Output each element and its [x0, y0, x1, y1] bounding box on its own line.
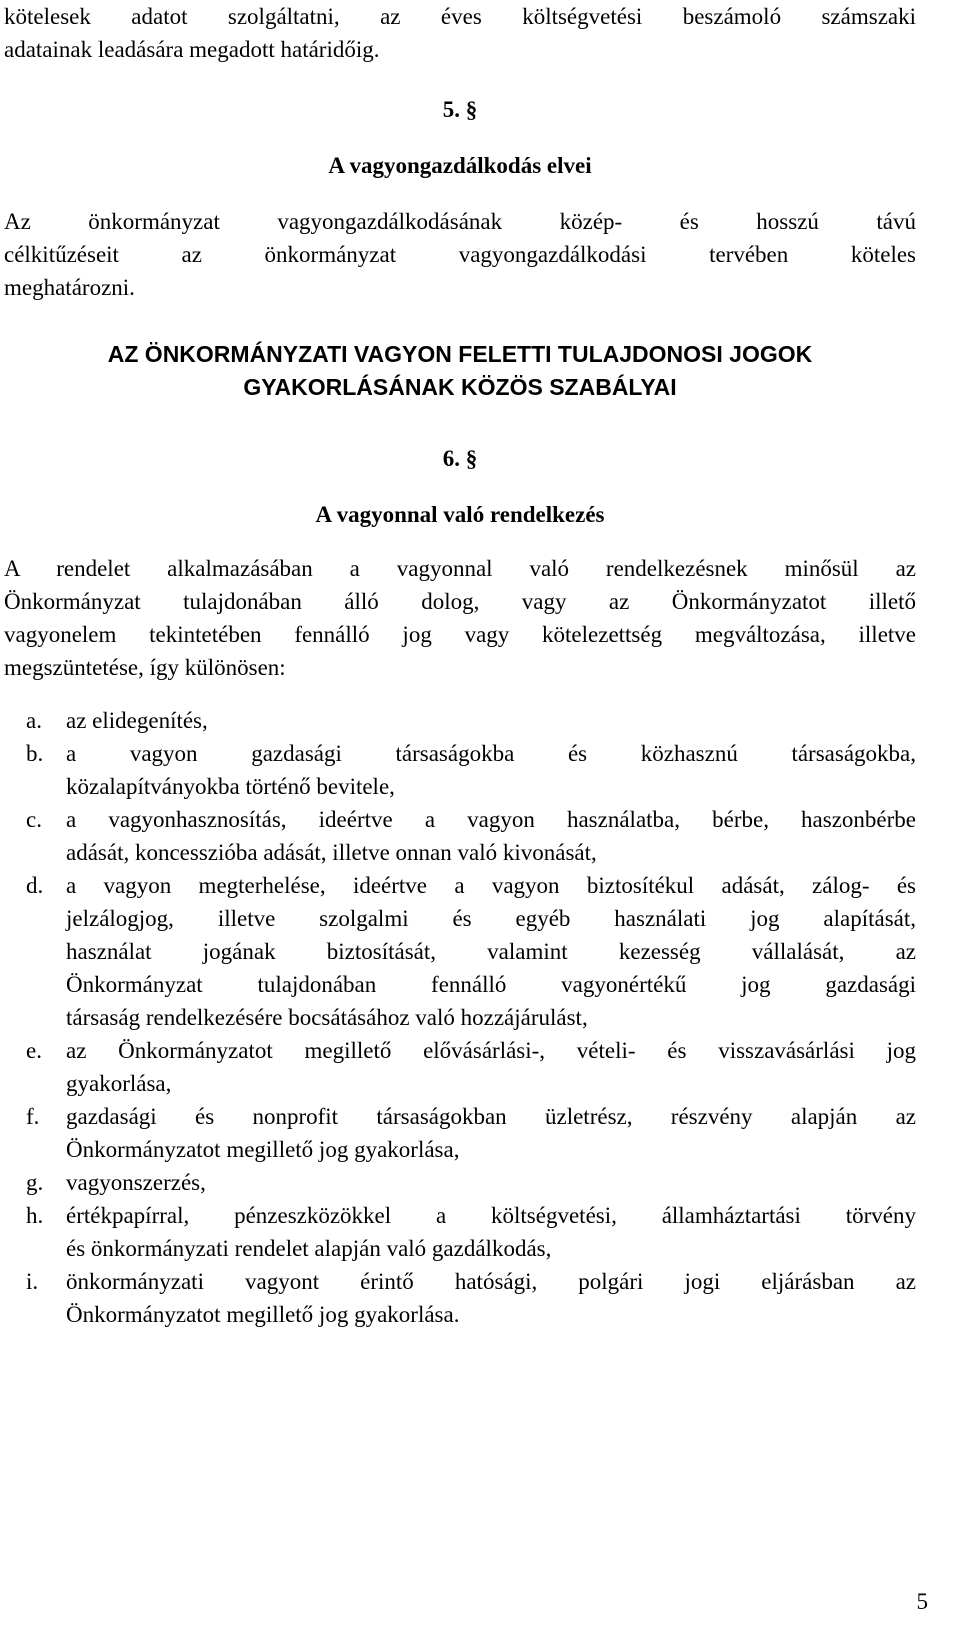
list-letter: c. [26, 807, 42, 832]
list-letter: i. [26, 1269, 39, 1294]
list-item [26, 704, 916, 737]
section-6-paragraph [4, 552, 916, 684]
paragraph-line: Önkormányzat tulajdonában álló dolog, vagy az Önkormányzatot illető [4, 589, 916, 614]
section-6-title: A vagyonnal való rendelkezés [315, 502, 605, 527]
list-item-line: értékpapírral, pénzeszközökkel a költségvetési, államháztartási törvény [66, 1203, 916, 1228]
paragraph-line: A rendelet alkalmazásában a vagyonnal való rendelkezésnek minősül az [4, 556, 916, 581]
chapter-heading-line: AZ ÖNKORMÁNYZATI VAGYON FELETTI TULAJDONOSI JOGOK [107, 341, 813, 367]
list-item-line: önkormányzati vagyont érintő hatósági, polgári jogi eljárásban az [66, 1269, 916, 1294]
list-item-line: Önkormányzat tulajdonában fennálló vagyonértékű jog gazdasági [66, 972, 916, 997]
list-item-line: közalapítványokba történő bevitele, [66, 774, 395, 799]
section-5-paragraph [4, 205, 916, 304]
list-item-line: Önkormányzatot megillető jog gyakorlása. [66, 1302, 460, 1327]
list-item-line: a vagyonhasznosítás, ideértve a vagyon használatba, bérbe, haszonbérbe [66, 807, 916, 832]
list-letter: d. [26, 873, 44, 898]
list-letter: g. [26, 1170, 44, 1195]
list-item-line: jelzálogjog, illetve szolgalmi és egyéb használati jog alapítását, [66, 906, 916, 931]
page-number: 5 [916, 1589, 928, 1614]
list-letter: b. [26, 741, 44, 766]
list-item-line: használat jogának biztosítását, valamint kezesség vállalását, az [66, 939, 916, 964]
list-item-line: vagyonszerzés, [66, 1170, 206, 1195]
list-item-line: és önkormányzati rendelet alapján való gazdálkodás, [66, 1236, 552, 1261]
list-item [26, 1265, 916, 1331]
list-letter: e. [26, 1038, 42, 1063]
paragraph-line: célkitűzéseit az önkormányzat vagyongazdálkodási tervében köteles [4, 242, 916, 267]
list-item-line: társaság rendelkezésére bocsátásához való hozzájárulást, [66, 1005, 588, 1030]
list-item-line: adását, koncesszióba adását, illetve onnan való kivonását, [66, 840, 597, 865]
chapter-heading-line: GYAKORLÁSÁNAK KÖZÖS SZABÁLYAI [243, 374, 677, 400]
list-letter: a. [26, 708, 42, 733]
list-item [26, 1100, 916, 1166]
list-item-line: gyakorlása, [66, 1071, 172, 1096]
section-5-number: 5. § [442, 97, 478, 122]
continuation-paragraph [4, 0, 916, 66]
list-item-line: az elidegenítés, [66, 708, 208, 733]
list-item-line: a vagyon gazdasági társaságokba és közhasznú társaságokba, [66, 741, 916, 766]
paragraph-line: Az önkormányzat vagyongazdálkodásának közép- és hosszú távú [4, 209, 916, 234]
list-item-line: gazdasági és nonprofit társaságokban üzletrész, részvény alapján az [66, 1104, 916, 1129]
list-item [26, 737, 916, 803]
paragraph-line: vagyonelem tekintetében fennálló jog vagy kötelezettség megváltozása, illetve [4, 622, 916, 647]
paragraph-line: kötelesek adatot szolgáltatni, az éves költségvetési beszámoló számszaki [4, 4, 916, 29]
list-item-line: az Önkormányzatot megillető elővásárlási-, vételi- és visszavásárlási jog [66, 1038, 916, 1063]
section-6-number: 6. § [442, 446, 478, 471]
chapter-heading [4, 338, 916, 404]
paragraph-line: megszüntetése, így különösen: [4, 655, 286, 680]
list-letter: f. [26, 1104, 40, 1129]
list-letter: h. [26, 1203, 44, 1228]
paragraph-line: meghatározni. [4, 275, 135, 300]
list-item-line: Önkormányzatot megillető jog gyakorlása, [66, 1137, 460, 1162]
section-5-title: A vagyongazdálkodás elvei [328, 153, 592, 178]
document-page [4, 0, 916, 1331]
list-item [26, 1034, 916, 1100]
paragraph-line: adatainak leadására megadott határidőig. [4, 37, 380, 62]
disposal-list [4, 704, 916, 1331]
list-item [26, 1166, 916, 1199]
list-item-line: a vagyon megterhelése, ideértve a vagyon biztosítékul adását, zálog- és [66, 873, 916, 898]
list-item [26, 869, 916, 1034]
list-item [26, 1199, 916, 1265]
list-item [26, 803, 916, 869]
